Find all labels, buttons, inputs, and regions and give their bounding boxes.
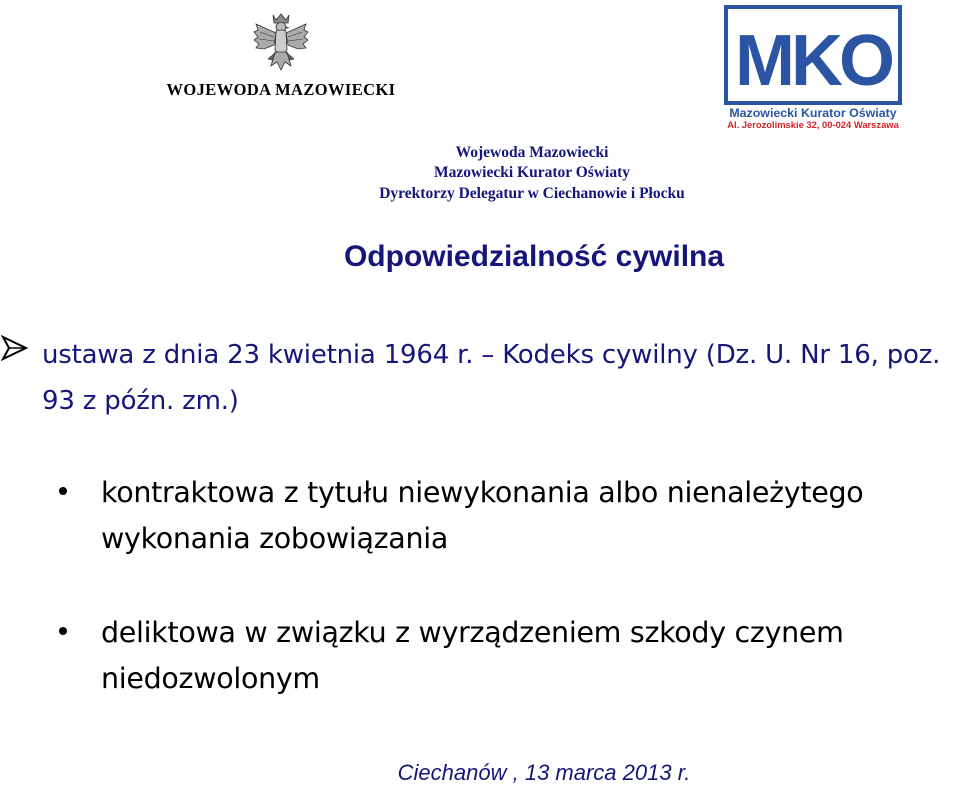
mko-mark: MKO <box>735 21 891 101</box>
header-line-wojewoda: Wojewoda Mazowiecki <box>455 144 609 161</box>
header-line-kurator: Mazowiecki Kurator Oświaty <box>433 164 630 181</box>
mko-logo-icon <box>724 5 902 105</box>
mko-logo-name: Mazowiecki Kurator Oświaty <box>729 106 897 120</box>
bullet-item-kontraktowa: kontraktowa z tytułu niewykonania albo nienależytego wykonania zobowiązania <box>101 476 864 555</box>
white-eagle-emblem-icon <box>252 12 310 76</box>
slide-title: Odpowiedzialność cywilna <box>343 240 725 273</box>
bullet-dot-icon <box>59 627 67 635</box>
bullet-dot-icon <box>59 487 67 495</box>
header-line-delegatury: Dyrektorzy Delegatur w Ciechanowie i Płocku <box>379 185 685 202</box>
bullet-item-deliktowa: deliktowa w związku z wyrządzeniem szkody czynem niedozwolonym <box>101 616 844 695</box>
footer-place-date: Ciechanów , 13 marca 2013 r. <box>397 760 691 785</box>
law-reference-text: ustawa z dnia 23 kwietnia 1964 r. – Kodeks cywilny (Dz. U. Nr 16, poz. 93 z późn. zm.) <box>42 340 941 416</box>
arrow-bullet-icon <box>0 335 30 361</box>
mko-logo-address: Al. Jerozolimskie 32, 00-024 Warszawa <box>727 119 899 130</box>
wojewoda-logo-text: WOJEWODA MAZOWIECKI <box>166 80 396 99</box>
